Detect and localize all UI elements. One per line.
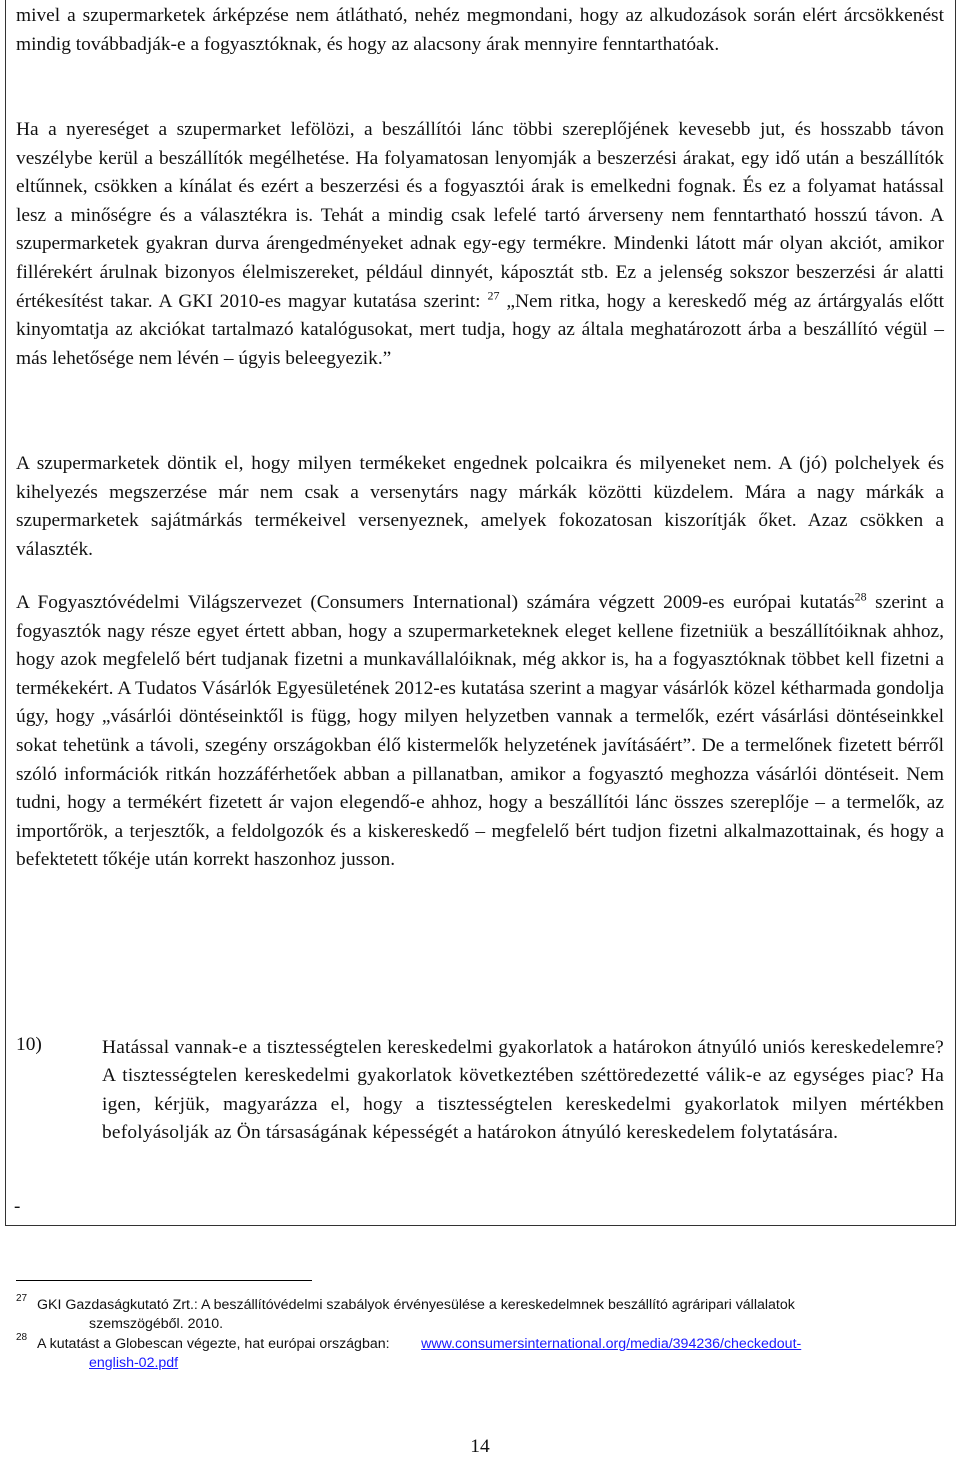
footnote-28-link[interactable]: www.consumersinternational.org/media/394236/checkedout-: [421, 1336, 802, 1352]
footnote-27-continuation: szemszögéből. 2010.: [89, 1316, 224, 1332]
footnote-separator: [16, 1280, 312, 1281]
footnote-28-text: A kutatást a Globescan végezte, hat európai országban:: [37, 1336, 390, 1352]
footnote-28-number: 28: [16, 1332, 28, 1343]
footnote-28-link-continuation[interactable]: english-02.pdf: [89, 1355, 179, 1371]
paragraph-4-text-a: A Fogyasztóvédelmi Világszervezet (Consumers International) számára végzett 2009-es európai kutatás: [16, 592, 855, 613]
paragraph-4: [16, 589, 944, 875]
footnote-ref-28[interactable]: 28: [854, 589, 867, 604]
question-text: Hatással vannak-e a tisztességtelen kereskedelmi gyakorlatok a határokon átnyúló uniós kereskedelemre? A tisztességtelen kereskedelmi gyakorlatok következtében széttöredezetté válik-e az egységes piac? Ha igen, kérjük, magyarázza el, hogy a tisztességtelen kereskedelmi gyakorlatok milyen mértékben befolyásolják az Ön társaságának képességét a határokon átnyúló kereskedelem folytatására.: [102, 1037, 944, 1143]
paragraph-4-text-b: szerint a fogyasztók nagy része egyet értett abban, hogy a szupermarketeknek eleget kellene fizetniük a beszállítóiknak ahhoz, hogy azok megfelelő bért tudjanak fizetni a munkavállalóiknak, még akkor is, ha a fogyasztóknak többet kell fizetni a termékekért. A Tudatos Vásárlók Egyesületének 2012-es kutatása szerint a magyar vásárlók közel kétharmada gondolja úgy, hogy „vásárlói döntéseinktől is függ, hogy milyen helyzetben vannak a termelők, ezért vásárlási döntéseinkkel sokat tehetünk a távoli, szegény országokban élő kistermelők helyzetének javításáért”. De a termelőnek fizetett bérről szóló információk ritkán hozzáférhetőek abban a pillanatban, amikor a fogyasztó meghozza vásárlói döntéseit. Nem tudni, hogy a termékért fizetett ár vajon elegendő-e ahhoz, hogy a beszállítói lánc összes szereplője – a termelők, az importőrök, a terjesztők, a feldolgozók és a kiskereskedő – megfelelő bért tudjon fizetni alkalmazottainak, és hogy a befektetett tőkéje után korrekt haszonhoz jusson.: [16, 592, 944, 871]
paragraph-2: [16, 116, 944, 373]
footnote-28: [16, 1332, 946, 1373]
question-number: 10): [16, 1034, 42, 1055]
footnote-27-text: GKI Gazdaságkutató Zrt.: A beszállítóvédelmi szabályok érvényesülése a kereskedelmnek beszállító agráripari vállalatok: [37, 1297, 795, 1313]
page-number: 14: [470, 1436, 490, 1457]
footnote-ref-27[interactable]: 27: [487, 288, 500, 303]
answer-dash: -: [14, 1196, 21, 1217]
paragraph-2-quote: „Nem ritka, hogy a kereskedő még az ártárgyalás előtt kinyomtatja az akciókat tartalmazó katalógusokat, mert tudja, hogy az általa meghatározott árba a beszállító végül – más lehetősége nem lévén – úgyis beleegyezik.”: [16, 290, 944, 369]
paragraph-1: mivel a szupermarketek árképzése nem átlátható, nehéz megmondani, hogy az alkudozások során elért árcsökkenést mindig továbbadják-e a fogyasztóknak, és hogy az alacsony árak mennyire fenntarthatóak.: [16, 5, 944, 55]
paragraph-3: A szupermarketek döntik el, hogy milyen termékeket engednek polcaikra és milyeneket nem. A (jó) polchelyek és kihelyezés megszerzése már nem csak a versenytárs nagy márkák közötti küzdelem. Mára a nagy márkák a szupermarketek sajátmárkás termékeivel versenyeznek, amelyek fokozatosan kiszorítják őket. Azaz csökken a választék.: [16, 453, 944, 560]
footnote-27: [16, 1293, 946, 1334]
footnote-27-number: 27: [16, 1293, 28, 1304]
paragraph-2-text-a: Ha a nyereséget a szupermarket lefölözi, a beszállítói lánc többi szereplőjének kevesebb jut, és hosszabb távon veszélybe kerül a beszállítók megélhetése. Ha folyamatosan lenyomják a beszerzési árakat, egy idő után a beszállítók eltűnnek, csökken a kínálat és ezért a beszerzési és a fogyasztói árak is emelkedni fognak. És ez a folyamat hatással lesz a minőségre és a választékra is. Tehát a mindig csak lefelé tartó árverseny nem fenntartható hosszú távon. A szupermarketek gyakran durva árengedményeket adnak egy-egy termékre. Mindenki látott már olyan akciót, amikor fillérekért árulnak bizonyos élelmiszereket, például dinnyét, káposztát stb. Ez a jelenség sokszor beszerzési ár alatti értékesítést takar. A GKI 2010-es magyar kutatása szerint:: [16, 119, 944, 312]
